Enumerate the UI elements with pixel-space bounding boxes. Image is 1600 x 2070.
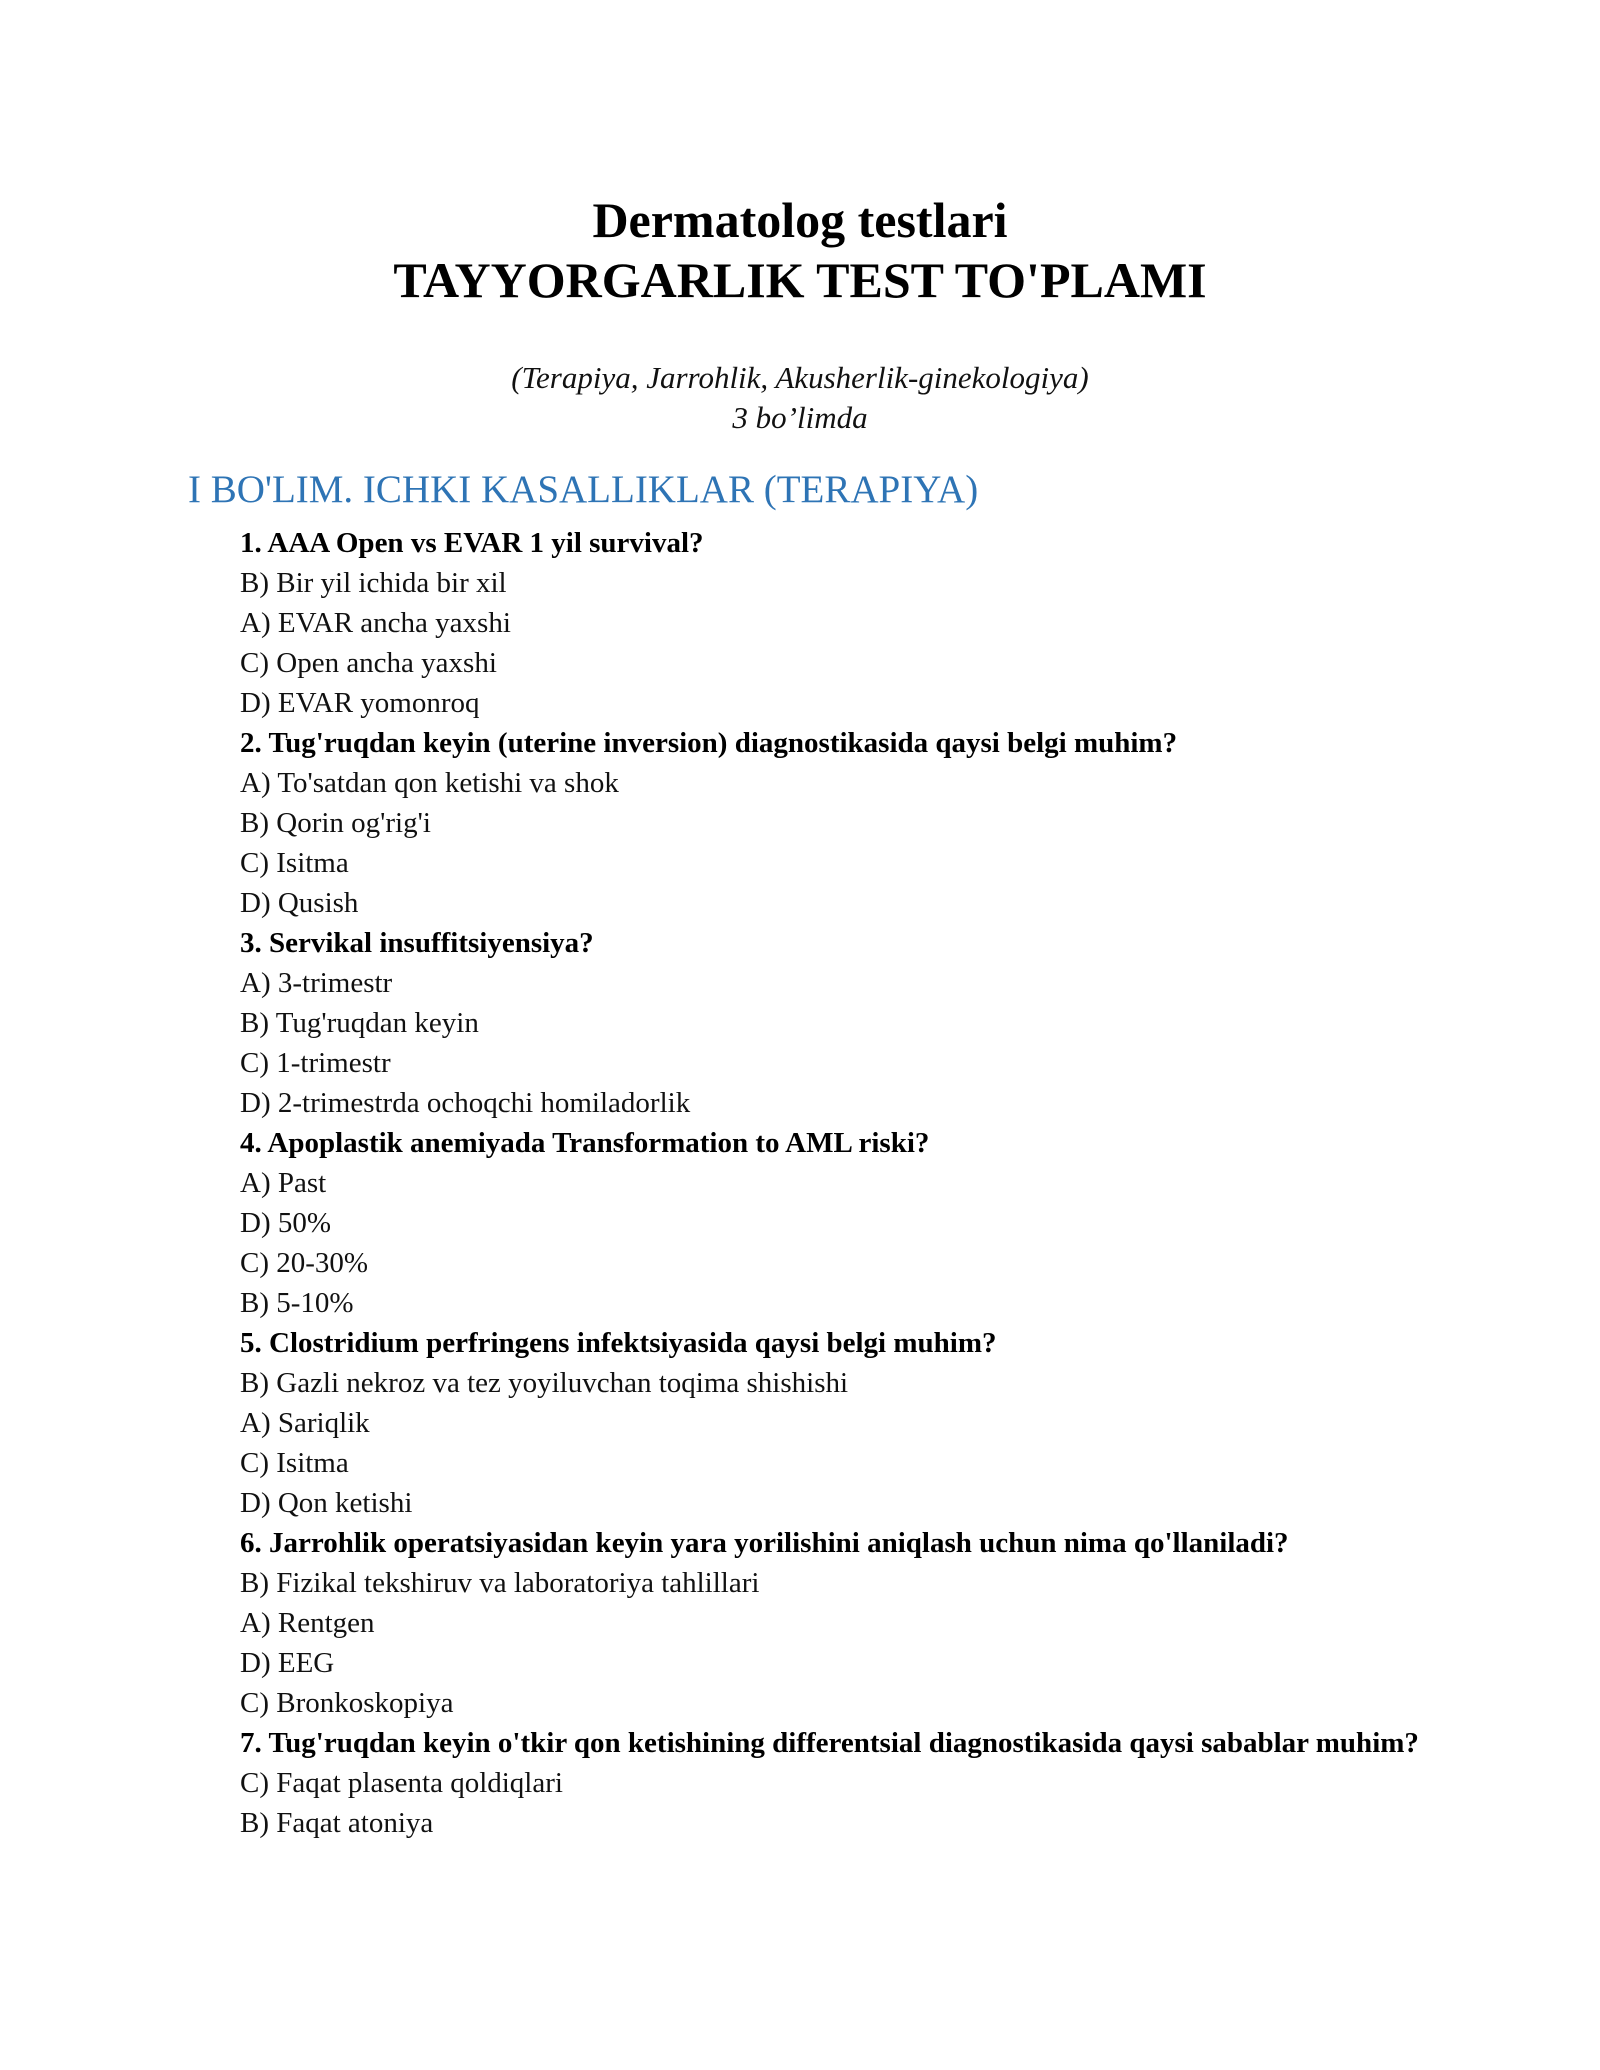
document-title — [0, 190, 1600, 310]
answer-option: C) 1-trimestr — [240, 1047, 391, 1079]
subtitle-line-2: 3 bo’limda — [732, 400, 868, 435]
answer-option: A) To'satdan qon ketishi va shok — [240, 767, 619, 799]
question-text: 2. Tug'ruqdan keyin (uterine inversion) diagnostikasida qaysi belgi muhim? — [240, 727, 1178, 759]
answer-option: A) Past — [240, 1167, 327, 1199]
question-text: 7. Tug'ruqdan keyin o'tkir qon ketishining differentsial diagnostikasida qaysi sabablar muhim? — [240, 1727, 1419, 1759]
answer-option: A) Sariqlik — [240, 1407, 370, 1439]
question-block — [240, 1723, 1430, 1843]
answer-option: B) 5-10% — [240, 1287, 354, 1319]
answer-option: C) Bronkoskopiya — [240, 1687, 454, 1719]
question-text: 1. AAA Open vs EVAR 1 yil survival? — [240, 527, 704, 559]
question-text: 4. Apoplastik anemiyada Transformation to AML riski? — [240, 1127, 930, 1159]
answer-option: B) Bir yil ichida bir xil — [240, 567, 507, 599]
answer-option: D) 2-trimestrda ochoqchi homiladorlik — [240, 1087, 691, 1119]
answer-option: B) Tug'ruqdan keyin — [240, 1007, 479, 1039]
answer-option: D) Qusish — [240, 887, 359, 919]
answer-option: A) EVAR ancha yaxshi — [240, 607, 511, 639]
title-line-2: TAYYORGARLIK TEST TO'PLAMI — [393, 252, 1207, 308]
answer-option: B) Qorin og'rig'i — [240, 807, 431, 839]
question-text: 6. Jarrohlik operatsiyasidan keyin yara yorilishini aniqlash uchun nima qo'llaniladi? — [240, 1527, 1289, 1559]
question-list — [240, 523, 1430, 1843]
title-line-1: Dermatolog testlari — [592, 192, 1008, 248]
answer-option: B) Gazli nekroz va tez yoyiluvchan toqima shishishi — [240, 1367, 849, 1399]
question-text: 5. Clostridium perfringens infektsiyasida qaysi belgi muhim? — [240, 1327, 997, 1359]
answer-option: B) Fizikal tekshiruv va laboratoriya tahlillari — [240, 1567, 760, 1599]
answer-option: C) Faqat plasenta qoldiqlari — [240, 1767, 563, 1799]
answer-option: D) EEG — [240, 1647, 335, 1679]
section-heading: I BO'LIM. ICHKI KASALLIKLAR (TERAPIYA) — [188, 468, 979, 511]
question-block — [240, 1523, 1430, 1723]
answer-option: C) Open ancha yaxshi — [240, 647, 497, 679]
answer-option: D) EVAR yomonroq — [240, 687, 480, 719]
question-text: 3. Servikal insuffitsiyensiya? — [240, 927, 594, 959]
answer-option: A) 3-trimestr — [240, 967, 393, 999]
question-block — [240, 923, 1430, 1123]
question-block — [240, 523, 1430, 723]
answer-option: D) Qon ketishi — [240, 1487, 413, 1519]
question-block — [240, 1323, 1430, 1523]
answer-option: C) Isitma — [240, 1447, 349, 1479]
answer-option: C) Isitma — [240, 847, 349, 879]
answer-option: B) Faqat atoniya — [240, 1807, 434, 1839]
answer-option: D) 50% — [240, 1207, 332, 1239]
question-block — [240, 723, 1430, 923]
document-subtitle — [0, 358, 1600, 438]
answer-option: A) Rentgen — [240, 1607, 375, 1639]
subtitle-line-1: (Terapiya, Jarrohlik, Akusherlik-ginekologiya) — [511, 360, 1089, 395]
question-block — [240, 1123, 1430, 1323]
answer-option: C) 20-30% — [240, 1247, 369, 1279]
